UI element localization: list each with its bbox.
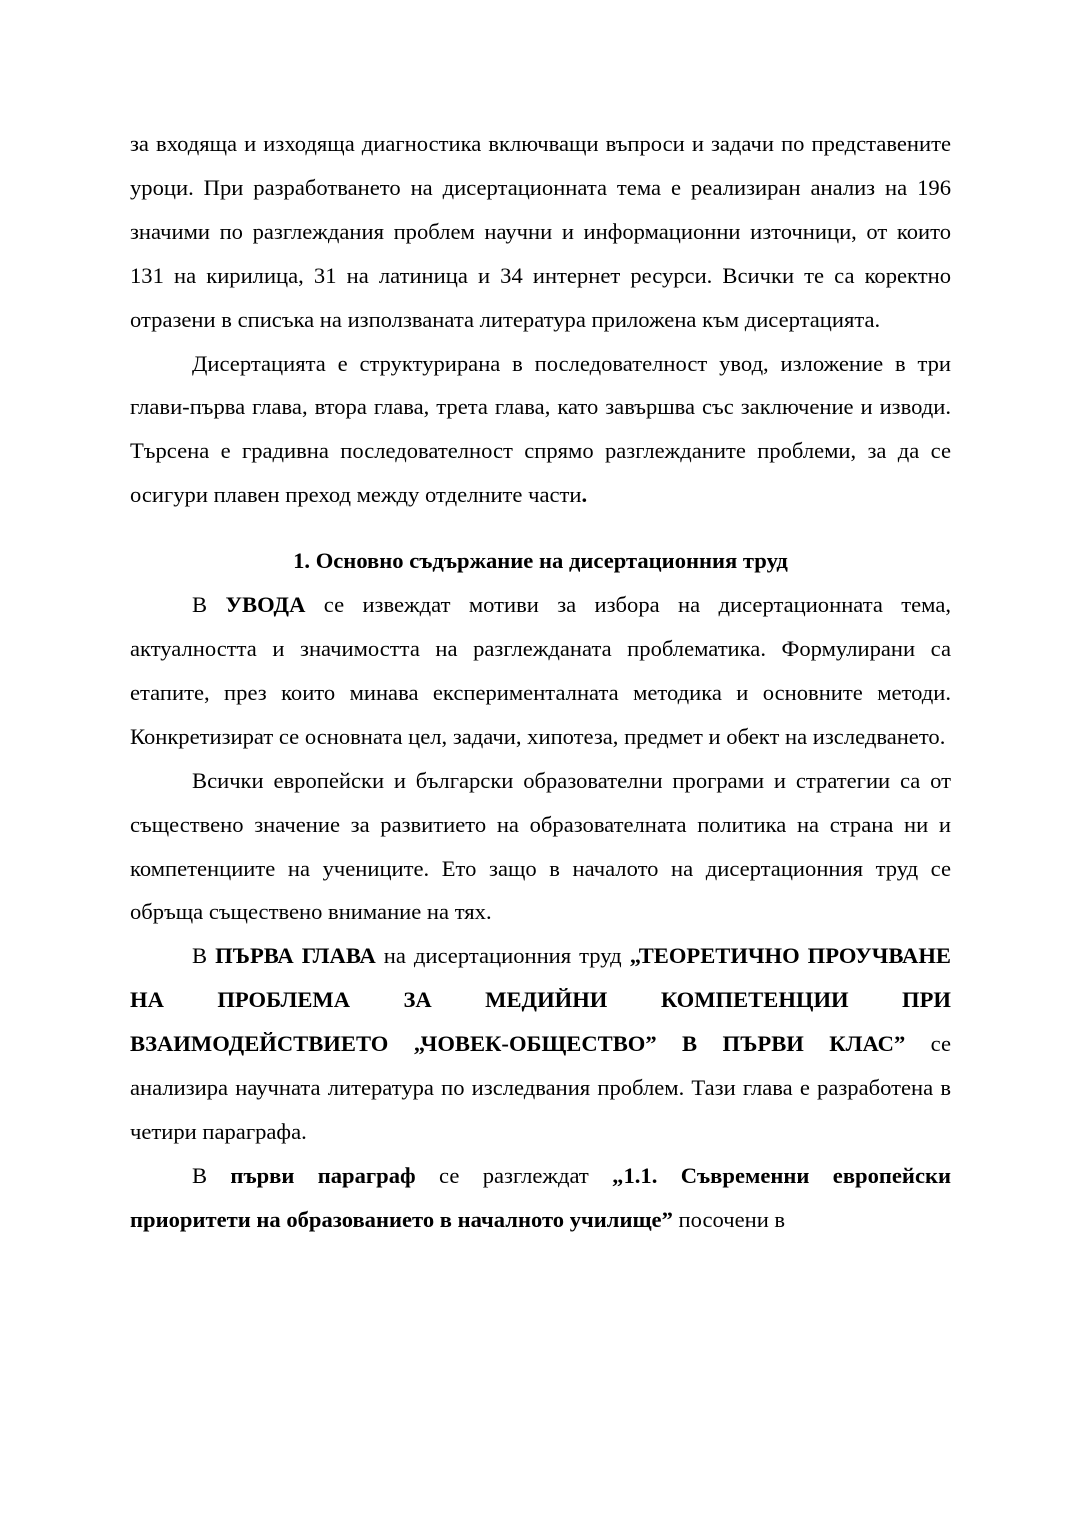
bold-period: . [581,482,588,508]
paragraph-first-chapter [130,934,951,1154]
paragraph-text: В [192,943,216,969]
document-page [130,122,951,1242]
bold-chapter-title: „ТЕОРЕТИЧНО ПРОУЧВАНЕ НА ПРОБЛЕМА ЗА МЕДИЙНИ КОМПЕТЕНЦИИ ПРИ ВЗАИМОДЕЙСТВИЕТО „ЧОВЕК-ОБЩЕСТВО” В ПЪРВИ КЛАС” [130,943,951,1057]
paragraph-text: посочени в [672,1206,786,1232]
paragraph-diagnostics-sources [130,122,951,342]
paragraph-first-section [130,1154,951,1242]
paragraph-text: за входяща и изходяща диагностика включващи въпроси и задачи по представените уроци. При разработването на дисертационната тема е реализиран анализ на 196 значими по разглеждания проблем научни и информационни източници, от които 131 на кирилица, 31 на латиница и 34 интернет ресурси. Всички те са коректно отразени в списъка на използваната литература приложена към дисертацията. [130,131,951,332]
bold-term-first-chapter: ПЪРВА ГЛАВА [215,943,376,969]
bold-section-title: „1.1. Съвременни европейски приоритети на образованието в началното училище” [130,1162,952,1232]
paragraph-structure [130,342,951,518]
bold-term-introduction: УВОДА [225,592,306,618]
paragraph-text: се извеждат мотиви за избора на дисертационната тема, актуалността и значимостта на разглежданата проблематика. Формулирани са етапите, през които минава експерименталната методика и основните методи. Конкретизират се основната цел, задачи, хипотеза, предмет и обект на изследването. [130,592,951,749]
paragraph-text: на дисертационния труд [375,943,630,969]
paragraph-text: Всички европейски и български образователни програми и стратегии са от съществено значение за развитието на образователната политика на страна ни и компетенциите на учениците. Ето защо в началото на дисертационния труд се обръща съществено внимание на тях. [130,767,951,925]
section-heading: 1. Основно съдържание на дисертационния труд [293,548,788,574]
paragraph-text: Дисертацията е структурирана в последователност увод, изложение в три глави-първа глава, втора глава, трета глава, като завършва със заключение и изводи. Търсена е градивна последователност спрямо разглежданите проблеми, за да се осигури плавен преход между отделните части [130,350,951,508]
paragraph-text: се анализира научната литература по изследвания проблем. Тази глава е разработена в четири параграфа. [130,1031,951,1144]
paragraph-introduction [130,583,951,759]
bold-term-first-section: първи параграф [230,1162,416,1188]
paragraph-european-programs [130,759,951,935]
paragraph-text: В [192,1162,231,1188]
paragraph-text: В [192,592,226,618]
paragraph-text: се разглеждат [415,1162,613,1188]
